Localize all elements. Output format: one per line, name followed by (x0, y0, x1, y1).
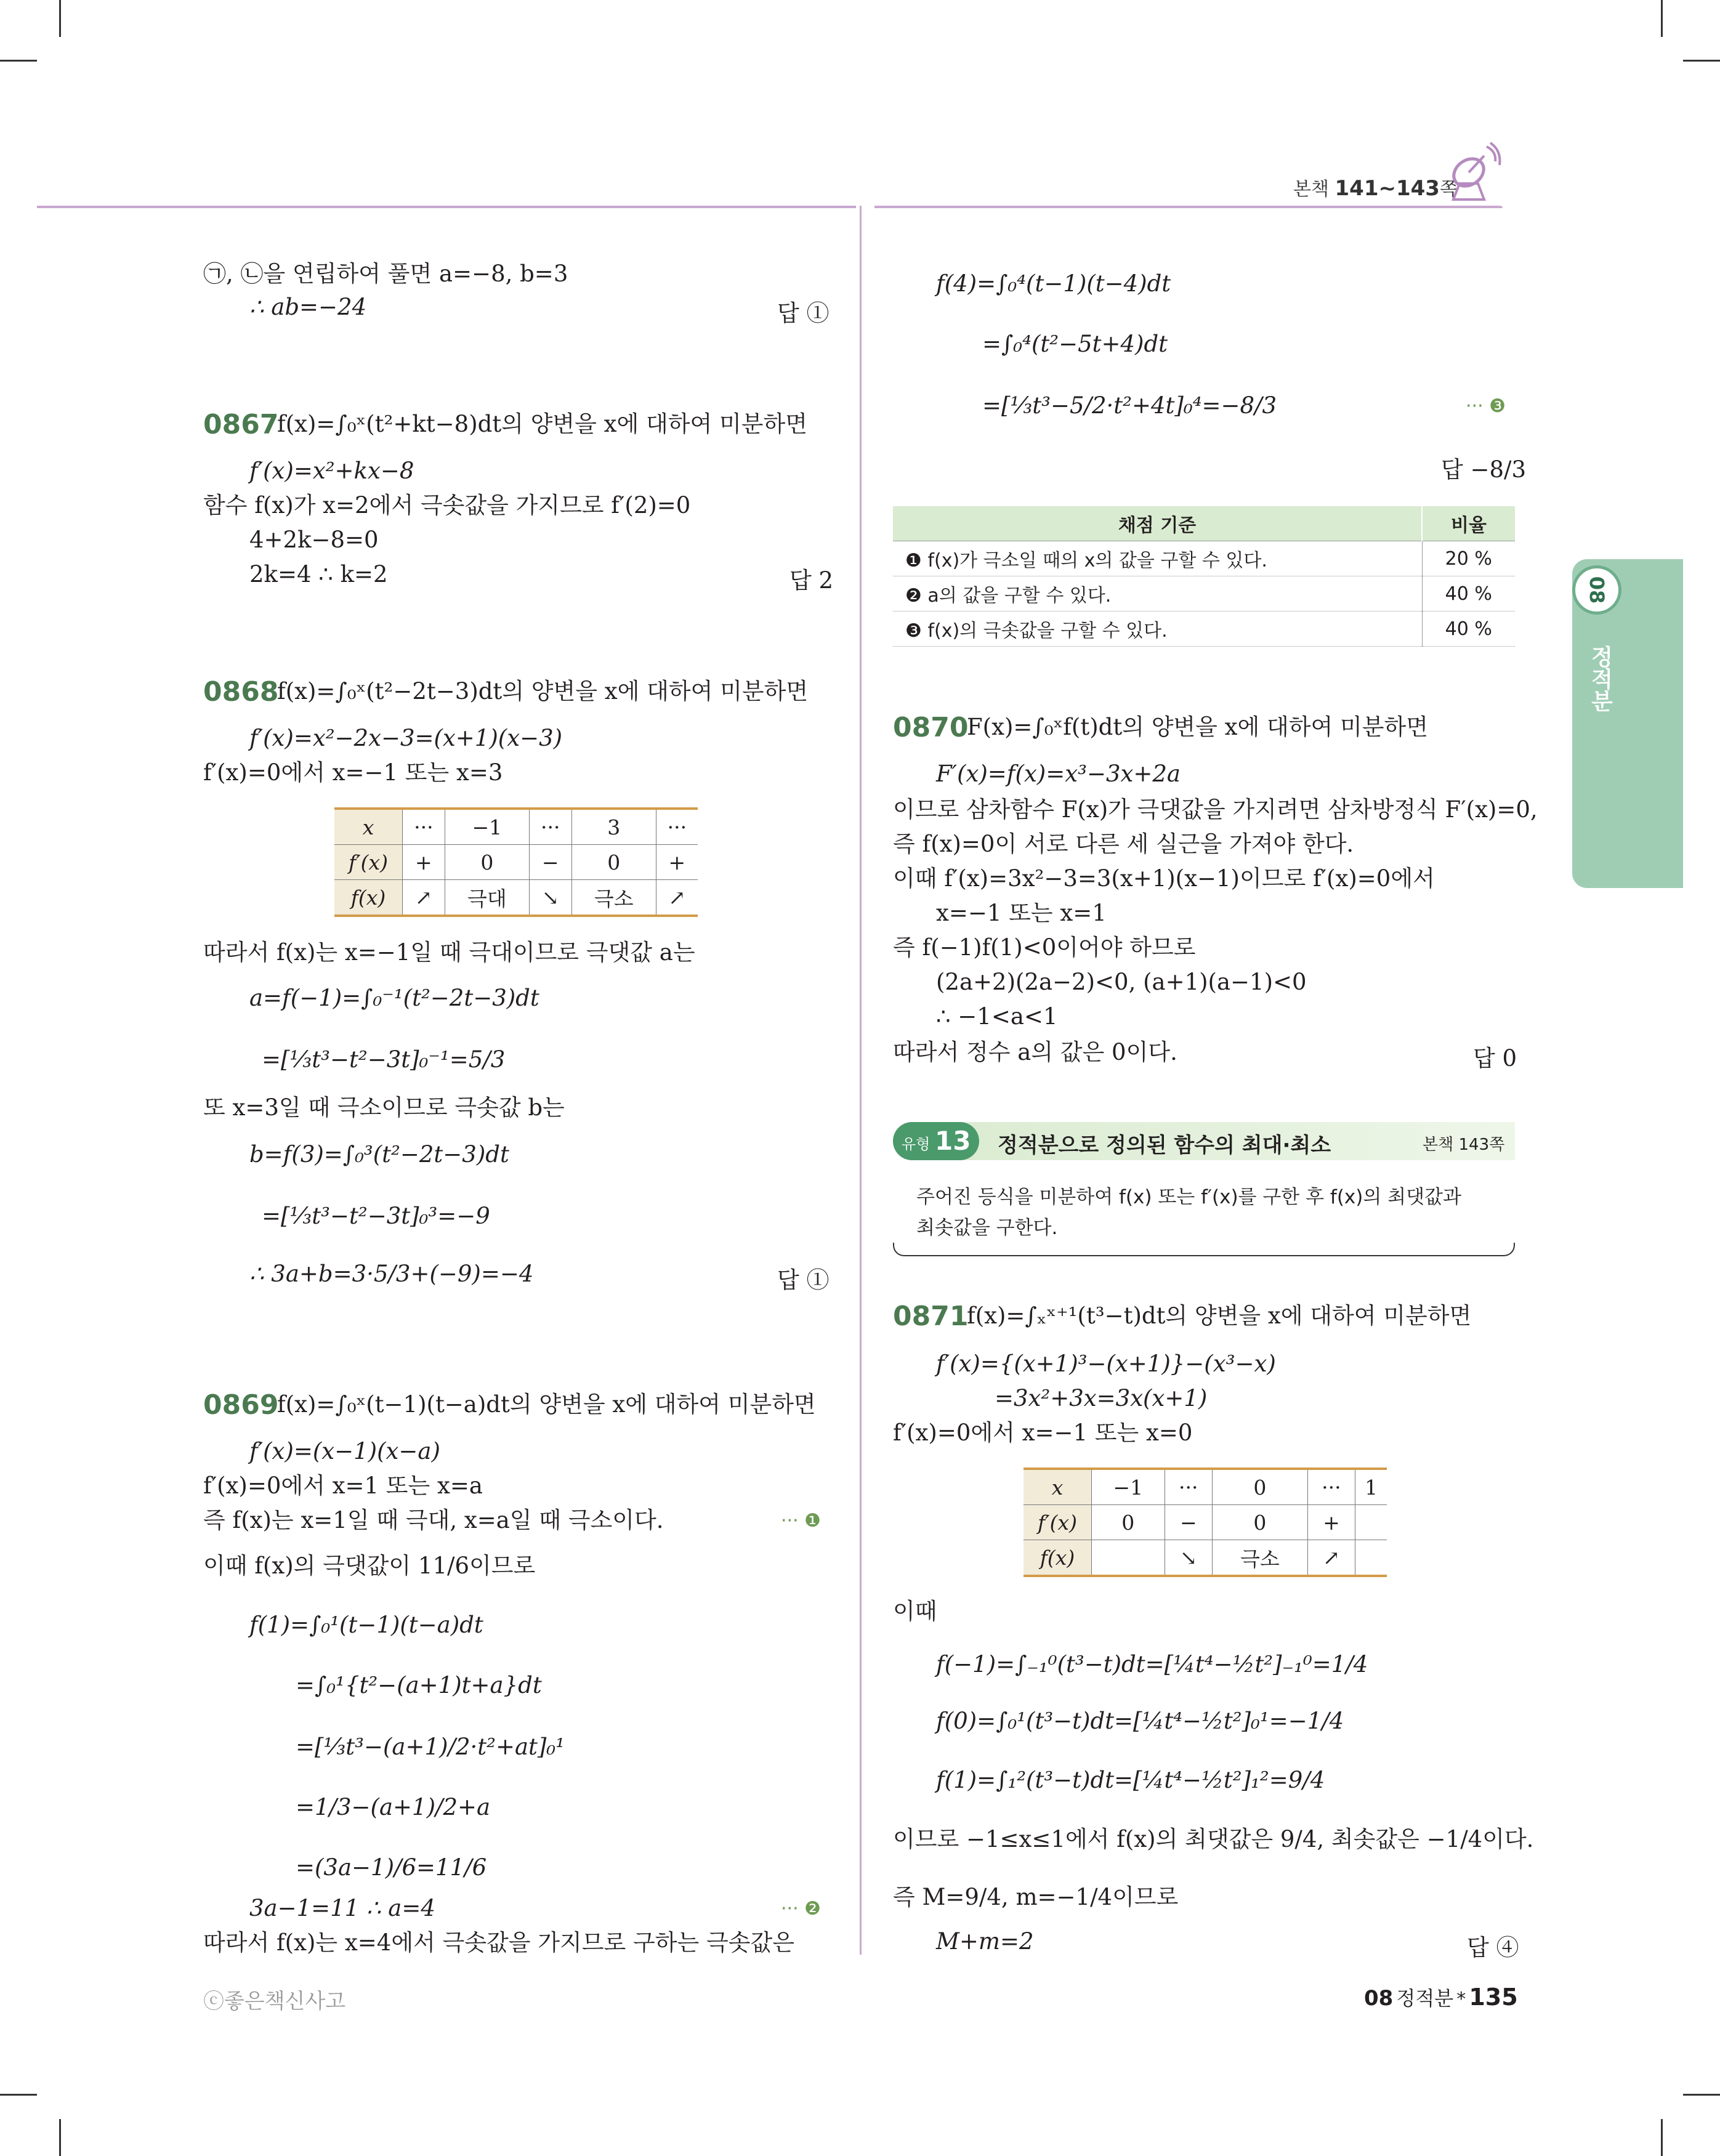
table-cell: 0 (1213, 1505, 1308, 1540)
text-line: 이므로 −1≤x≤1에서 f(x)의 최댓값은 9/4, 최솟값은 −1/4이다. (893, 1826, 1534, 1852)
answer-mark: 답 ① (777, 1267, 830, 1293)
sign-table-0871 (1024, 1468, 1387, 1577)
answer-mark: 답 2 (789, 567, 834, 594)
grading-ratio: 40 % (1422, 612, 1515, 647)
answer-mark: 답 −8/3 (1441, 456, 1527, 483)
ref-suffix: 쪽 (1439, 179, 1458, 200)
text-line: 이때 f′(x)=3x²−3=3(x+1)(x−1)이므로 f′(x)=0에서 (893, 865, 1435, 892)
text-line: f′(x)=x²−2x−3=(x+1)(x−3) (249, 725, 563, 751)
answer-mark: 답 0 (1473, 1045, 1517, 1072)
publisher: ⓒ좋은책신사고 (203, 1989, 346, 2014)
problem-number: 0871 (893, 1301, 969, 1332)
text-line: ∴ −1<a<1 (936, 1003, 1058, 1030)
table-cell: 3 (571, 809, 656, 845)
text-line: x=−1 또는 x=1 (936, 900, 1107, 926)
text-line: f(x)=∫ₓˣ⁺¹(t³−t)dt의 양변을 x에 대하여 미분하면 (967, 1302, 1472, 1329)
text-line: f(1)=∫₁²(t³−t)dt=[¼t⁴−½t²]₁²=9/4 (936, 1767, 1325, 1793)
type-box-bottom (893, 1243, 1515, 1256)
problem-number: 0867 (203, 409, 279, 440)
table-cell (1355, 1505, 1387, 1540)
grading-header: 비율 (1422, 506, 1515, 541)
grading-ratio: 20 % (1422, 541, 1515, 576)
grading-criterion: ❷ a의 값을 구할 수 있다. (893, 576, 1422, 612)
text-line: M+m=2 (936, 1928, 1034, 1955)
header-line-right (874, 206, 1503, 208)
text-line: 4+2k−8=0 (249, 527, 379, 553)
text-line: F(x)=∫₀ˣf(t)dt의 양변을 x에 대하여 미분하면 (967, 714, 1429, 740)
table-cell: f′(x) (334, 845, 403, 880)
satellite-icon (1441, 140, 1503, 202)
text-line: 이때 f(x)의 극댓값이 11/6이므로 (203, 1552, 536, 1579)
text-line: f′(x)={(x+1)³−(x+1)}−(x³−x) (936, 1351, 1276, 1377)
type-box (893, 1122, 1515, 1259)
table-cell: + (1307, 1505, 1355, 1540)
header-line (37, 206, 856, 208)
type-desc: 최솟값을 구한다. (916, 1217, 1058, 1239)
text-line: 2k=4 ∴ k=2 (249, 561, 388, 587)
table-cell: −1 (445, 809, 529, 845)
text-line: ㉠, ㉡을 연립하여 풀면 a=−8, b=3 (203, 260, 568, 287)
footer-chapter: 08 (1364, 1986, 1394, 2011)
type-badge-label: 유형 (902, 1136, 931, 1153)
table-cell (1355, 1540, 1387, 1577)
grading-criterion: ❶ f(x)가 극소일 때의 x의 값을 구할 수 있다. (893, 541, 1422, 576)
text-line: =3x²+3x=3x(x+1) (995, 1385, 1208, 1411)
text-line: F′(x)=f(x)=x³−3x+2a (936, 761, 1181, 787)
table-cell: ··· (1307, 1469, 1355, 1505)
table-cell: ··· (403, 809, 445, 845)
table-cell: + (656, 845, 698, 880)
grading-header: 채점 기준 (893, 506, 1422, 541)
type-title: 정적분으로 정의된 함수의 최대·최소 (998, 1133, 1331, 1158)
text-line: f′(x)=0에서 x=−1 또는 x=3 (203, 759, 503, 786)
table-cell: −1 (1092, 1469, 1165, 1505)
text-line: 따라서 정수 a의 값은 0이다. (893, 1039, 1177, 1065)
text-line: 이때 (893, 1598, 937, 1625)
ref-pages: 141~143 (1334, 176, 1440, 201)
grading-table (893, 506, 1515, 647)
ref-prefix: 본책 (1293, 179, 1335, 200)
text-line: 즉 f(x)는 x=1일 때 극대, x=a일 때 극소이다. (203, 1507, 664, 1533)
table-cell: 극소 (571, 880, 656, 916)
table-cell (1092, 1540, 1165, 1577)
page-footer (1364, 1983, 1518, 2011)
text-line: =(3a−1)/6=11/6 (296, 1854, 487, 1881)
table-cell: − (529, 845, 571, 880)
table-cell: 0 (1092, 1505, 1165, 1540)
type-badge (893, 1122, 979, 1160)
problem-number: 0868 (203, 676, 279, 708)
footer-chapter-title: 정적분 (1396, 1987, 1454, 2010)
text-line: f(−1)=∫₋₁⁰(t³−t)dt=[¼t⁴−½t²]₋₁⁰=1/4 (936, 1651, 1368, 1678)
column-divider (860, 206, 862, 1955)
step-marker: ··· ❶ (781, 1510, 822, 1532)
text-line: f(0)=∫₀¹(t³−t)dt=[¼t⁴−½t²]₀¹=−1/4 (936, 1708, 1344, 1734)
table-cell: ··· (656, 809, 698, 845)
text-line: 즉 M=9/4, m=−1/4이므로 (893, 1884, 1179, 1910)
table-cell: ↘ (1165, 1540, 1213, 1577)
text-line: 3a−1=11 ∴ a=4 (249, 1895, 435, 1921)
text-line: =[⅓t³−t²−3t]₀⁻¹=5/3 (262, 1046, 506, 1073)
answer-mark: 답 ④ (1467, 1934, 1519, 1961)
text-line: f(4)=∫₀⁴(t−1)(t−4)dt (936, 270, 1171, 297)
text-line: ∴ 3a+b=3·5/3+(−9)=−4 (249, 1261, 534, 1287)
type-badge-number: 13 (935, 1126, 971, 1156)
step-marker: ··· ❸ (1466, 395, 1506, 417)
chapter-tab-number: 08 (1572, 565, 1621, 615)
table-cell: 1 (1355, 1469, 1387, 1505)
problem-number: 0870 (893, 712, 969, 743)
text-line: 함수 f(x)가 x=2에서 극솟값을 가지므로 f′(2)=0 (203, 492, 691, 519)
type-desc: 주어진 등식을 미분하여 f(x) 또는 f′(x)를 구한 후 f(x)의 최댓값과 (916, 1186, 1461, 1208)
answer-mark: 답 ① (777, 300, 830, 326)
text-line: =[⅓t³−(a+1)/2·t²+at]₀¹ (296, 1734, 565, 1760)
text-line: f′(x)=0에서 x=1 또는 x=a (203, 1472, 483, 1499)
page-reference (1293, 174, 1458, 201)
text-line: f(1)=∫₀¹(t−1)(t−a)dt (249, 1612, 483, 1638)
text-line: =[⅓t³−t²−3t]₀³=−9 (262, 1203, 490, 1229)
problem-number: 0869 (203, 1389, 279, 1421)
table-cell: + (403, 845, 445, 880)
text-line: f(x)=∫₀ˣ(t²−2t−3)dt의 양변을 x에 대하여 미분하면 (277, 678, 809, 705)
step-marker: ··· ❷ (781, 1898, 822, 1920)
chapter-tab (1572, 559, 1683, 888)
text-line: f′(x)=x²+kx−8 (249, 458, 414, 484)
text-line: =∫₀¹{t²−(a+1)t+a}dt (296, 1672, 542, 1698)
text-line: a=f(−1)=∫₀⁻¹(t²−2t−3)dt (249, 985, 539, 1011)
chapter-tab-title: 정적분 (1588, 645, 1613, 712)
text-line: 즉 f(x)=0이 서로 다른 세 실근을 가져야 한다. (893, 831, 1354, 857)
table-cell: x (1024, 1469, 1092, 1505)
table-cell: ↘ (529, 880, 571, 916)
text-line: f(x)=∫₀ˣ(t−1)(t−a)dt의 양변을 x에 대하여 미분하면 (277, 1391, 816, 1418)
table-cell: f(x) (1024, 1540, 1092, 1577)
text-line: =1/3−(a+1)/2+a (296, 1794, 491, 1820)
table-cell: 0 (445, 845, 529, 880)
type-ref: 본책 143쪽 (1423, 1136, 1505, 1154)
footer-star: * (1456, 1988, 1466, 2010)
page-number: 135 (1469, 1984, 1518, 2011)
table-cell: f′(x) (1024, 1505, 1092, 1540)
table-cell: 극소 (1213, 1540, 1308, 1577)
text-line: f′(x)=0에서 x=−1 또는 x=0 (893, 1419, 1193, 1446)
text-line: f′(x)=(x−1)(x−a) (249, 1438, 440, 1464)
table-cell: x (334, 809, 403, 845)
table-cell: 극대 (445, 880, 529, 916)
table-cell: ↗ (656, 880, 698, 916)
text-line: 이므로 삼차함수 F(x)가 극댓값을 가지려면 삼차방정식 F′(x)=0, (893, 796, 1538, 823)
grading-criterion: ❸ f(x)의 극솟값을 구할 수 있다. (893, 612, 1422, 647)
table-cell: 0 (1213, 1469, 1308, 1505)
grading-ratio: 40 % (1422, 576, 1515, 612)
text-line: =[⅓t³−5/2·t²+4t]₀⁴=−8/3 (982, 392, 1277, 419)
text-line: 또 x=3일 때 극소이므로 극솟값 b는 (203, 1094, 565, 1121)
text-line: (2a+2)(2a−2)<0, (a+1)(a−1)<0 (936, 969, 1307, 995)
table-cell: ··· (1165, 1469, 1213, 1505)
text-line: 따라서 f(x)는 x=4에서 극솟값을 가지므로 구하는 극솟값은 (203, 1929, 794, 1956)
table-cell: ··· (529, 809, 571, 845)
table-cell: − (1165, 1505, 1213, 1540)
text-line: b=f(3)=∫₀³(t²−2t−3)dt (249, 1141, 509, 1168)
text-line: 따라서 f(x)는 x=−1일 때 극대이므로 극댓값 a는 (203, 939, 695, 966)
table-cell: f(x) (334, 880, 403, 916)
text-line: f(x)=∫₀ˣ(t²+kt−8)dt의 양변을 x에 대하여 미분하면 (277, 411, 807, 437)
text-line: ∴ ab=−24 (249, 294, 367, 320)
text-line: =∫₀⁴(t²−5t+4)dt (982, 331, 1168, 357)
table-cell: ↗ (1307, 1540, 1355, 1577)
table-cell: ↗ (403, 880, 445, 916)
sign-table-0868 (334, 807, 698, 917)
text-line: 즉 f(−1)f(1)<0이어야 하므로 (893, 934, 1196, 961)
table-cell: 0 (571, 845, 656, 880)
